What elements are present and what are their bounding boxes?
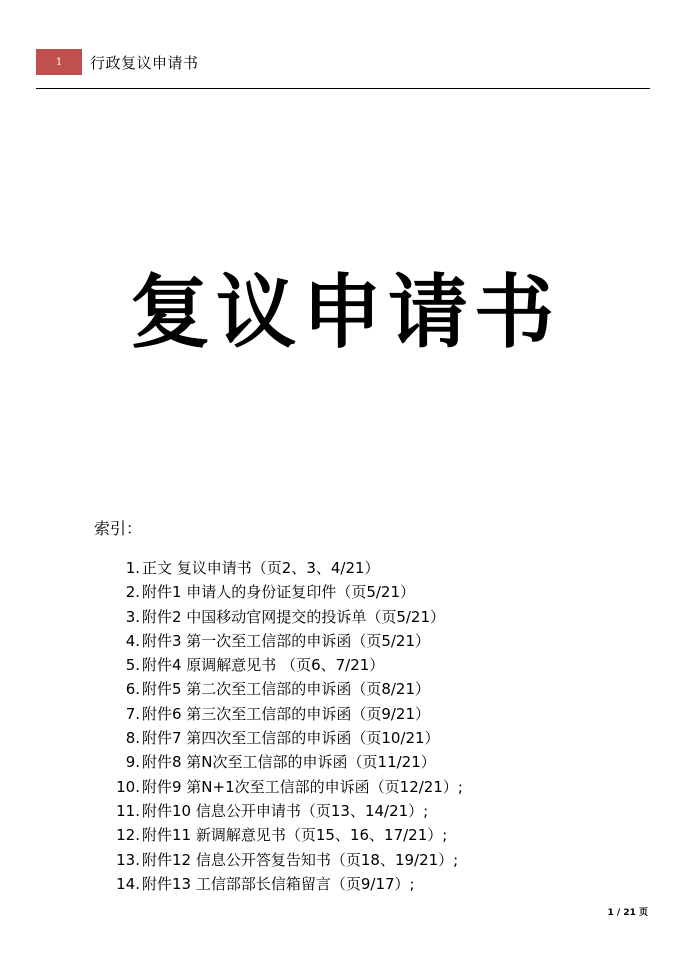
index-item-number: 9. xyxy=(125,753,140,772)
index-item xyxy=(110,629,630,653)
index-item-number: 5. xyxy=(125,656,140,675)
index-item-number: 6. xyxy=(125,680,140,699)
index-list xyxy=(110,556,630,896)
index-item-number: 1. xyxy=(125,559,140,577)
index-item xyxy=(110,556,630,580)
index-item-text: 附件6 第三次至工信部的申诉函（页9/21） xyxy=(142,704,430,723)
index-item-number: 13. xyxy=(116,850,140,869)
header-divider xyxy=(36,88,650,89)
index-item-number: 2. xyxy=(125,583,140,602)
index-item-number: 12. xyxy=(116,826,140,845)
index-item-text: 附件12 信息公开答复告知书（页18、19/21）; xyxy=(142,850,459,869)
index-item xyxy=(110,702,630,726)
index-item-number: 11. xyxy=(116,801,140,820)
index-item xyxy=(110,750,630,774)
index-item-text: 附件3 第一次至工信部的申诉函（页5/21） xyxy=(142,631,430,650)
index-item-text: 附件2 中国移动官网提交的投诉单（页5/21） xyxy=(142,607,445,626)
index-item xyxy=(110,677,630,701)
document-title: 复议申请书 xyxy=(130,265,560,359)
index-item-text: 附件9 第N+1次至工信部的申诉函（页12/21）; xyxy=(142,777,463,796)
index-item xyxy=(110,726,630,750)
index-item-text: 附件7 第四次至工信部的申诉函（页10/21） xyxy=(142,729,440,748)
footer-page-indicator: 1 / 21 页 xyxy=(607,908,648,918)
index-item-number: 7. xyxy=(125,704,140,723)
index-item-number: 3. xyxy=(125,607,140,626)
header-title: 行政复议申请书 xyxy=(90,53,199,72)
index-item xyxy=(110,823,630,847)
index-item-text: 附件10 信息公开申请书（页13、14/21）; xyxy=(142,801,429,820)
index-item-number: 4. xyxy=(125,631,140,650)
index-item xyxy=(110,580,630,604)
index-item xyxy=(110,872,630,896)
index-item xyxy=(110,848,630,872)
index-item xyxy=(110,799,630,823)
index-item-text: 附件11 新调解意见书（页15、16、17/21）; xyxy=(142,826,448,845)
index-label: 索引： xyxy=(94,519,143,538)
index-item-number: 10. xyxy=(116,777,140,796)
index-item-number: 14. xyxy=(116,874,140,893)
index-item xyxy=(110,775,630,799)
index-item xyxy=(110,605,630,629)
index-item xyxy=(110,653,630,677)
index-item-text: 附件1 申请人的身份证复印件（页5/21） xyxy=(142,583,415,602)
index-item-text: 附件13 工信部部长信箱留言（页9/17）; xyxy=(142,874,415,893)
index-item-text: 附件5 第二次至工信部的申诉函（页8/21） xyxy=(142,680,430,699)
index-item-text: 附件8 第N次至工信部的申诉函（页11/21） xyxy=(142,753,436,772)
page-number-badge: 1 xyxy=(36,49,82,75)
index-item-text: 附件4 原调解意见书 （页6、7/21） xyxy=(142,656,385,675)
index-item-text: 正文 复议申请书（页2、3、4/21） xyxy=(142,559,380,577)
page-header xyxy=(36,48,199,76)
index-item-number: 8. xyxy=(125,729,140,748)
